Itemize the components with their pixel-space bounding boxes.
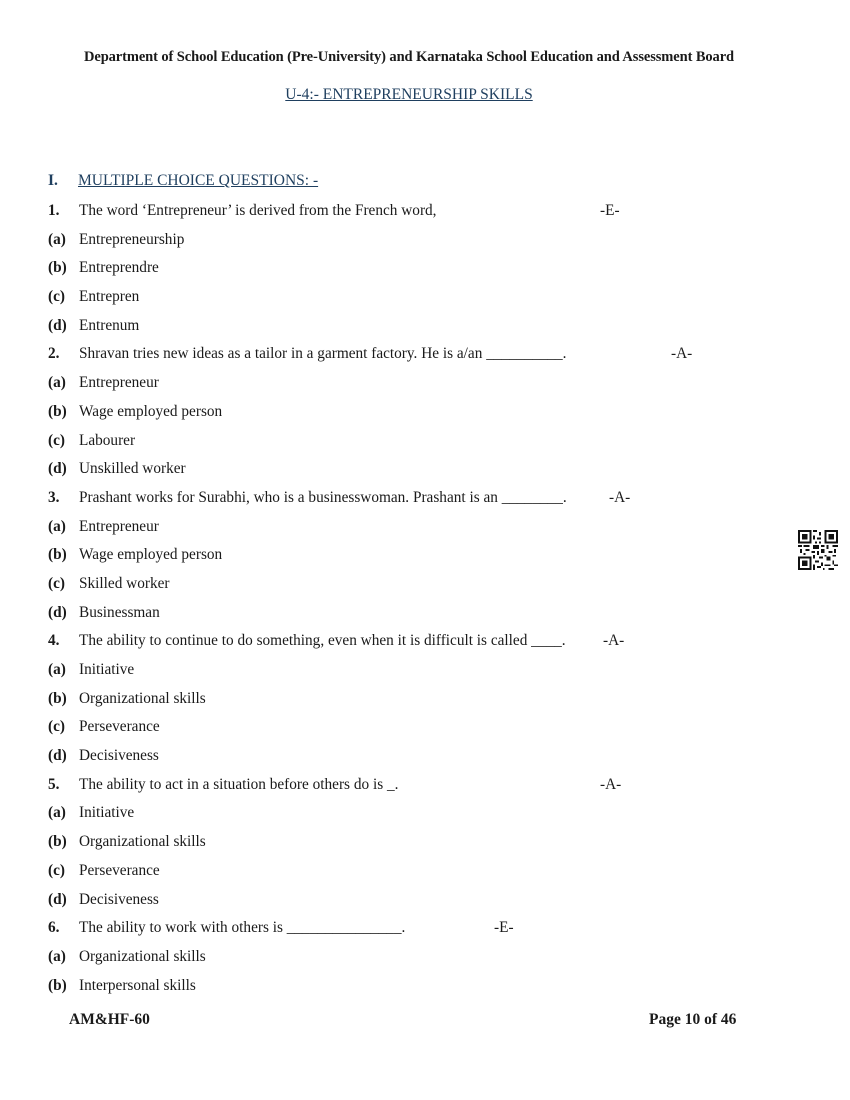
document-code: AM&HF-60 (69, 1011, 150, 1028)
qr-code-icon (798, 530, 838, 570)
option-row (0, 860, 850, 889)
option-label: (a) (48, 374, 66, 392)
option-text: Organizational skills (79, 689, 206, 707)
option-row (0, 659, 850, 688)
option-text: Entrepren (79, 288, 140, 306)
option-label: (b) (48, 689, 67, 707)
page-header: Department of School Education (Pre-University) and Karnataka School Education and Assessment Board (83, 49, 735, 65)
option-label: (d) (48, 603, 67, 621)
option-text: Wage employed person (79, 402, 223, 420)
option-label: (c) (48, 861, 65, 879)
question-row (0, 343, 850, 372)
option-label: (d) (48, 316, 67, 334)
option-row (0, 802, 850, 831)
question-number: 2. (48, 345, 60, 363)
option-text: Businessman (79, 603, 160, 621)
option-label: (a) (48, 517, 66, 535)
option-label: (b) (48, 833, 67, 851)
option-row (0, 602, 850, 631)
option-text: Decisiveness (79, 747, 159, 765)
question-number: 6. (48, 919, 60, 937)
option-label: (a) (48, 947, 66, 965)
option-row (0, 516, 850, 545)
question-row (0, 200, 850, 229)
option-row (0, 745, 850, 774)
option-row (0, 286, 850, 315)
option-text: Entrepreneur (79, 517, 159, 535)
question-text: Prashant works for Surabhi, who is a businesswoman. Prashant is an ________. (79, 488, 567, 506)
option-text: Unskilled worker (79, 460, 186, 478)
question-number: 5. (48, 775, 60, 793)
question-text: The word ‘Entrepreneur’ is derived from the French word, (79, 202, 437, 219)
option-row (0, 946, 850, 975)
question-number: 4. (48, 632, 60, 650)
option-row (0, 688, 850, 717)
question-row (0, 917, 850, 946)
option-text: Perseverance (79, 861, 160, 879)
option-text: Interpersonal skills (79, 976, 196, 994)
option-text: Labourer (79, 431, 136, 449)
option-row (0, 831, 850, 860)
answer-key: -A- (603, 632, 625, 650)
option-text: Decisiveness (79, 890, 159, 908)
option-label: (b) (48, 546, 67, 564)
option-row (0, 430, 850, 459)
option-text: Perseverance (79, 718, 160, 736)
answer-key: -A- (600, 775, 622, 793)
answer-key: -A- (671, 345, 693, 363)
option-label: (c) (48, 574, 65, 592)
section-title: MULTIPLE CHOICE QUESTIONS: - (78, 172, 319, 189)
option-text: Initiative (79, 661, 135, 678)
option-row (0, 372, 850, 401)
question-text: Shravan tries new ideas as a tailor in a garment factory. He is a/an __________. (79, 345, 567, 363)
question-text: The ability to work with others is _______________. (79, 919, 406, 937)
option-row (0, 229, 850, 258)
option-row (0, 315, 850, 344)
option-label: (a) (48, 661, 66, 678)
option-text: Organizational skills (79, 947, 206, 965)
unit-title: U-4:- ENTREPRENEURSHIP SKILLS (285, 86, 533, 103)
question-text: The ability to continue to do something, even when it is difficult is called ____. (79, 632, 566, 650)
option-row (0, 716, 850, 745)
question-row (0, 774, 850, 803)
option-label: (d) (48, 460, 67, 478)
option-label: (c) (48, 288, 65, 306)
option-row (0, 889, 850, 918)
option-row (0, 544, 850, 573)
option-label: (c) (48, 718, 65, 736)
section-number: I. (48, 172, 58, 189)
option-text: Organizational skills (79, 833, 206, 851)
option-label: (d) (48, 890, 67, 908)
option-text: Entrepreneurship (79, 230, 185, 248)
option-text: Entreprendre (79, 259, 159, 277)
option-label: (a) (48, 804, 66, 822)
option-text: Entrepreneur (79, 374, 159, 392)
option-row (0, 401, 850, 430)
question-list (0, 200, 850, 1003)
option-row (0, 257, 850, 286)
option-row (0, 975, 850, 1004)
option-label: (a) (48, 230, 66, 248)
option-text: Skilled worker (79, 574, 170, 592)
option-label: (d) (48, 747, 67, 765)
page-number: Page 10 of 46 (649, 1011, 737, 1028)
option-text: Wage employed person (79, 546, 223, 564)
option-label: (b) (48, 402, 67, 420)
question-number: 1. (48, 202, 60, 219)
question-row (0, 487, 850, 516)
option-label: (c) (48, 431, 65, 449)
answer-key: -E- (494, 919, 514, 937)
question-row (0, 630, 850, 659)
option-text: Entrenum (79, 316, 140, 334)
question-number: 3. (48, 488, 60, 506)
option-label: (b) (48, 976, 67, 994)
answer-key: -E- (600, 202, 620, 219)
option-label: (b) (48, 259, 67, 277)
option-text: Initiative (79, 804, 135, 822)
answer-key: -A- (609, 488, 631, 506)
question-text: The ability to act in a situation before others do is _. (79, 775, 399, 793)
option-row (0, 573, 850, 602)
option-row (0, 458, 850, 487)
